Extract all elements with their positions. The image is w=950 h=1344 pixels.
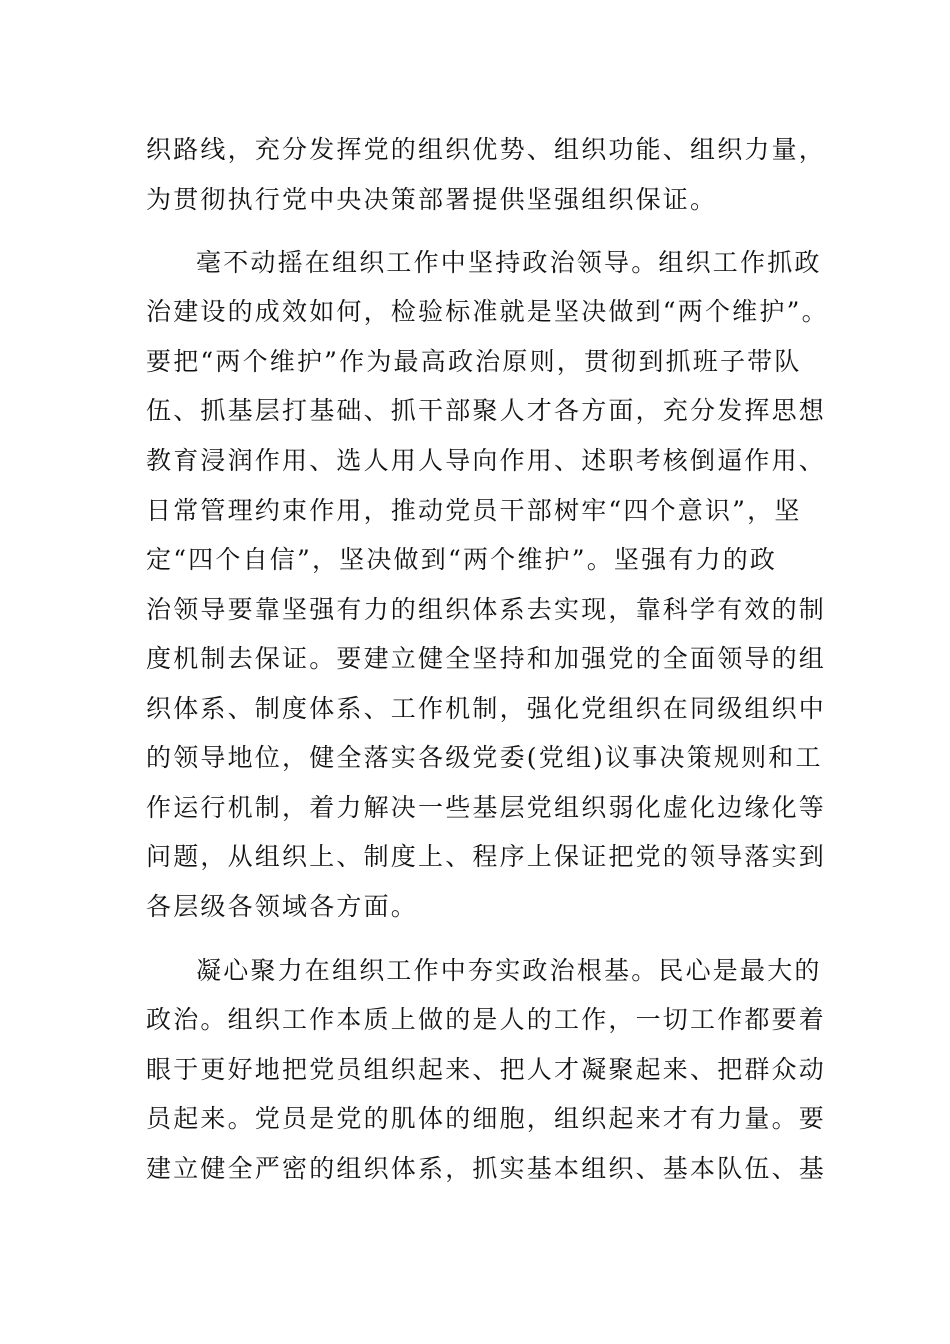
paragraph-3-line-4: 员起来。党员是党的肌体的细胞，组织起来才有力量。要 [146,1104,827,1133]
paragraph-2-line-12: 作运行机制，着力解决一些基层党组织弱化虚化边缘化等 [146,793,827,822]
paragraph-2-line-2: 治建设的成效如何，检验标准就是坚决做到“两个维护”。 [146,297,829,326]
paragraph-3-line-2: 政治。组织工作本质上做的是人的工作，一切工作都要着 [146,1005,827,1034]
paragraph-2-line-11: 的领导地位，健全落实各级党委(党组)议事决策规则和工 [146,743,823,772]
paragraph-2-line-5: 教育浸润作用、选人用人导向作用、述职考核倒逼作用、 [146,446,827,475]
paragraph-2-line-10: 织体系、制度体系、工作机制，强化党组织在同级组织中 [146,694,827,723]
paragraph-2-line-13: 问题，从组织上、制度上、程序上保证把党的领导落实到 [146,842,827,871]
paragraph-2-line-4: 伍、抓基层打基础、抓干部聚人才各方面，充分发挥思想 [146,396,827,425]
paragraph-2-line-1: 毫不动摇在组织工作中坚持政治领导。组织工作抓政 [196,248,822,277]
paragraph-2-line-9: 度机制去保证。要建立健全坚持和加强党的全面领导的组 [146,644,827,673]
paragraph-3-line-3: 眼于更好地把党员组织起来、把人才凝聚起来、把群众动 [146,1055,827,1084]
paragraph-1-line-1: 织路线，充分发挥党的组织优势、组织功能、组织力量， [146,135,827,164]
paragraph-3-line-1: 凝心聚力在组织工作中夯实政治根基。民心是最大的 [196,956,822,985]
paragraph-2-line-7: 定“四个自信”，坚决做到“两个维护”。坚强有力的政 [146,545,778,574]
paragraph-1-line-2: 为贯彻执行党中央决策部署提供坚强组织保证。 [146,185,718,214]
paragraph-2-line-3: 要把“两个维护”作为最高政治原则，贯彻到抓班子带队 [146,347,802,376]
paragraph-3-line-5: 建立健全严密的组织体系，抓实基本组织、基本队伍、基 [146,1154,827,1183]
paragraph-2-line-8: 治领导要靠坚强有力的组织体系去实现，靠科学有效的制 [146,595,827,624]
paragraph-2-line-14: 各层级各领域各方面。 [146,892,419,921]
paragraph-2-line-6: 日常管理约束作用，推动党员干部树牢“四个意识”，坚 [146,496,802,525]
